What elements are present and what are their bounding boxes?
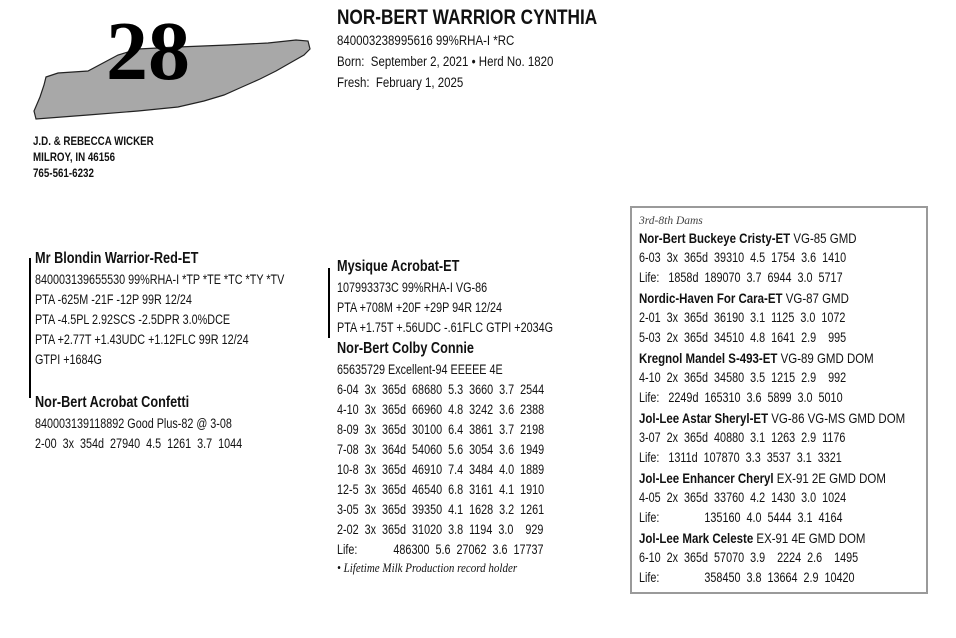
dam-5-name: Kregnol Mandel S-493-ET VG-89 GMD DOM — [639, 350, 874, 366]
mgs-line: 107993373C 99%RHA-I VG-86 — [337, 280, 488, 295]
dam-3-name: Nor-Bert Buckeye Cristy-ET VG-85 GMD — [639, 230, 857, 246]
owner-info — [33, 134, 175, 182]
record-row: 2-01 3x 365d 36190 3.1 1125 3.0 1072 — [639, 310, 846, 325]
dam-6-name: Jol-Lee Astar Sheryl-ET VG-86 VG-MS GMD DOM — [639, 410, 906, 426]
sire-line: PTA +2.77T +1.43UDC +1.12FLC 99R 12/24 — [35, 332, 249, 347]
record-row: 3-05 3x 365d 39350 4.1 1628 3.2 1261 — [337, 502, 545, 517]
sire-line: GTPI +1684G — [35, 352, 102, 367]
lot-number: 28 — [106, 5, 190, 98]
dam-7-name: Jol-Lee Enhancer Cheryl EX-91 2E GMD DOM — [639, 470, 886, 486]
lifetime-row: Life: 135160 4.0 5444 3.1 4164 — [639, 510, 843, 525]
sire-section — [35, 248, 347, 454]
fresh-line: Fresh: February 1, 2025 — [337, 75, 464, 90]
second-dam-section — [337, 338, 596, 577]
record-row: 2-02 3x 365d 31020 3.8 1194 3.0 929 — [337, 522, 544, 537]
mgs-section — [337, 256, 607, 338]
record-row: 8-09 3x 365d 30100 6.4 3861 3.7 2198 — [337, 422, 545, 437]
record-row: 7-08 3x 364d 54060 5.6 3054 3.6 1949 — [337, 442, 545, 457]
mgs-line: PTA +1.75T +.56UDC -.61FLC GTPI +2034G — [337, 320, 554, 335]
record-row: 12-5 3x 365d 46540 6.8 3161 4.1 1910 — [337, 482, 545, 497]
record-row: 6-04 3x 365d 68680 5.3 3660 3.7 2544 — [337, 382, 545, 397]
mgs-line: PTA +708M +20F +29P 94R 12/24 — [337, 300, 503, 315]
sire-line: 840003139655530 99%RHA-I *TP *TE *TC *TY *TV — [35, 272, 285, 287]
owner-name: J.D. & REBECCA WICKER — [33, 136, 154, 148]
record-row: 10-8 3x 365d 46910 7.4 3484 4.0 1889 — [337, 462, 545, 477]
dam-name: Nor-Bert Acrobat Confetti — [35, 394, 190, 411]
lifetime-row: Life: 2249d 165310 3.6 5899 3.0 5010 — [639, 390, 843, 405]
mgs-name: Mysique Acrobat-ET — [337, 258, 460, 275]
record-row: 3-07 2x 365d 40880 3.1 1263 2.9 1176 — [639, 430, 846, 445]
lifetime-row: Life: 1311d 107870 3.3 3537 3.1 3321 — [639, 450, 842, 465]
dam-4-name: Nordic-Haven For Cara-ET VG-87 GMD — [639, 290, 849, 306]
dams-box-header: 3rd-8th Dams — [639, 215, 703, 227]
owner-phone: 765-561-6232 — [33, 168, 94, 180]
second-dam-line: 65635729 Excellent-94 EEEEE 4E — [337, 362, 503, 377]
lifetime-row: Life: 486300 5.6 27062 3.6 17737 — [337, 542, 544, 557]
record-row: 4-10 2x 365d 34580 3.5 1215 2.9 992 — [639, 370, 847, 385]
record-row: 6-03 3x 365d 39310 4.5 1754 3.6 1410 — [639, 250, 847, 265]
record-row: 6-10 2x 365d 57070 3.9 2224 2.6 1495 — [639, 550, 859, 565]
animal-id-line: 840003238995616 99%RHA-I *RC — [337, 33, 515, 48]
sire-bracket — [29, 258, 31, 398]
record-holder-note: • Lifetime Milk Production record holder — [337, 561, 518, 575]
animal-name: NOR-BERT WARRIOR CYNTHIA — [337, 6, 598, 29]
born-line: Born: September 2, 2021 • Herd No. 1820 — [337, 54, 554, 69]
sire-name: Mr Blondin Warrior-Red-ET — [35, 250, 199, 267]
dam-line: 2-00 3x 354d 27940 4.5 1261 3.7 1044 — [35, 436, 243, 451]
lifetime-row: Life: 1858d 189070 3.7 6944 3.0 5717 — [639, 270, 843, 285]
animal-info — [337, 30, 592, 93]
record-row: 5-03 2x 365d 34510 4.8 1641 2.9 995 — [639, 330, 847, 345]
dam-line: 840003139118892 Good Plus-82 @ 3-08 — [35, 416, 232, 431]
ancestor-dams-box — [630, 206, 928, 594]
sire-line: PTA -4.5PL 2.92SCS -2.5DPR 3.0%DCE — [35, 312, 231, 327]
owner-city: MILROY, IN 46156 — [33, 152, 116, 164]
mgs-bracket — [328, 268, 330, 338]
lifetime-row: Life: 358450 3.8 13664 2.9 10420 — [639, 570, 855, 585]
dam-8-name: Jol-Lee Mark Celeste EX-91 4E GMD DOM — [639, 530, 866, 546]
record-row: 4-05 2x 365d 33760 4.2 1430 3.0 1024 — [639, 490, 847, 505]
second-dam-name: Nor-Bert Colby Connie — [337, 340, 474, 357]
sire-line: PTA -625M -21F -12P 99R 12/24 — [35, 292, 192, 307]
record-row: 4-10 3x 365d 66960 4.8 3242 3.6 2388 — [337, 402, 545, 417]
